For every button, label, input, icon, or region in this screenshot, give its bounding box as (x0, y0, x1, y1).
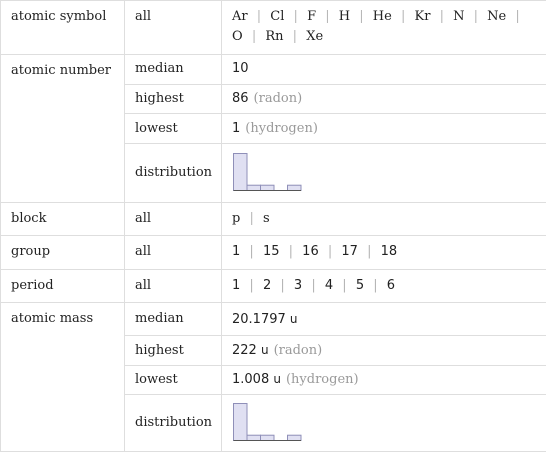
list-value: 16 (302, 244, 319, 260)
list-separator: | (400, 9, 406, 24)
list-value: Xe (306, 29, 324, 44)
lowest-note: (hydrogen) (285, 372, 359, 388)
value-cell (222, 365, 546, 394)
list-separator: | (249, 210, 254, 226)
histogram-bar (234, 404, 248, 441)
property-label: atomic number (1, 54, 125, 202)
list-separator: | (367, 244, 372, 260)
list-value: Cl (270, 9, 285, 24)
value-cell (222, 143, 546, 202)
subproperty-label: all (125, 269, 222, 302)
unit: u (260, 343, 269, 358)
histogram-bar (261, 185, 275, 190)
property-label: group (1, 236, 125, 269)
value-cell (222, 85, 546, 114)
histogram-bar (261, 435, 275, 440)
list-value: 18 (380, 244, 398, 260)
list-separator: | (342, 277, 347, 293)
list-separator: | (515, 9, 520, 24)
list-value: 6 (386, 277, 396, 293)
list-separator: | (311, 277, 316, 293)
subproperty-label: highest (125, 85, 222, 114)
list-value: p (232, 210, 241, 226)
value-cell (222, 202, 546, 235)
highest-value: 86 (232, 91, 249, 107)
list-value: 1 (232, 244, 241, 260)
median-value: 10 (232, 61, 249, 77)
unit: u (273, 372, 281, 387)
list-separator: | (288, 244, 294, 260)
property-label: atomic mass (1, 302, 125, 451)
subproperty-label: median (125, 302, 222, 335)
row-atomic-symbol (1, 1, 546, 55)
value-cell (222, 236, 546, 269)
value-cell (222, 302, 546, 335)
property-label: period (1, 269, 125, 302)
value-list (222, 1, 546, 55)
row-atomic-mass-median (1, 302, 546, 335)
row-group (1, 236, 546, 269)
subproperty-label: distribution (125, 395, 222, 452)
group-list (232, 244, 397, 259)
list-value: He (372, 9, 392, 24)
list-value: Rn (265, 29, 284, 44)
histogram-bar (247, 185, 261, 190)
property-label: atomic symbol (1, 1, 125, 55)
highest-note: (radon) (253, 91, 303, 107)
unit: u (289, 311, 298, 326)
list-separator: | (373, 277, 378, 293)
lowest-value: 1.008 (232, 372, 270, 388)
list-value: Ne (487, 9, 507, 24)
histogram-bar (247, 435, 261, 440)
row-atomic-number-median (1, 54, 546, 84)
list-value: 17 (341, 244, 358, 260)
list-separator: | (280, 277, 285, 293)
value-cell (222, 336, 546, 365)
list-separator: | (473, 9, 478, 24)
list-separator: | (292, 29, 298, 44)
subproperty-label: lowest (125, 365, 222, 394)
lowest-value: 1 (232, 120, 241, 136)
subproperty-label: median (125, 54, 222, 84)
list-separator: | (359, 9, 364, 24)
list-separator: | (249, 244, 254, 260)
value-cell (222, 114, 546, 143)
list-separator: | (327, 244, 333, 260)
row-block (1, 202, 546, 235)
median-value: 20.1797 (232, 311, 286, 327)
atomic-mass-histogram (232, 401, 312, 445)
list-value: N (453, 9, 465, 24)
list-value: 15 (262, 244, 280, 260)
list-value: 1 (232, 277, 241, 293)
value-cell (222, 54, 546, 84)
highest-value: 222 (232, 343, 257, 359)
list-value: Kr (414, 9, 431, 24)
block-list (232, 211, 270, 226)
list-separator: | (439, 9, 444, 24)
value-cell (222, 395, 546, 452)
highest-note: (radon) (273, 343, 323, 359)
list-value: F (307, 9, 317, 24)
list-value: O (232, 29, 243, 44)
subproperty-label: highest (125, 336, 222, 365)
atomic-number-histogram (232, 151, 312, 195)
list-value: 5 (355, 277, 365, 293)
subproperty-label: distribution (125, 143, 222, 202)
list-value: H (338, 9, 351, 24)
list-value: 2 (262, 277, 272, 293)
value-cell (222, 269, 546, 302)
list-value: 4 (324, 277, 334, 293)
histogram-bar (288, 185, 302, 190)
list-separator: | (325, 9, 330, 24)
histogram-bar (234, 153, 248, 190)
list-value: 3 (293, 277, 303, 293)
symbol-list (232, 9, 525, 44)
list-value: s (263, 210, 270, 226)
property-label: block (1, 202, 125, 235)
subproperty-label: all (125, 236, 222, 269)
list-separator: | (249, 277, 254, 293)
subproperty-label: all (125, 1, 222, 55)
list-separator: | (251, 29, 257, 44)
list-separator: | (293, 9, 298, 24)
list-separator: | (256, 9, 262, 24)
list-value: Ar (232, 9, 248, 24)
lowest-note: (hydrogen) (245, 120, 318, 136)
subproperty-label: lowest (125, 114, 222, 143)
period-list (232, 278, 395, 293)
histogram-bar (288, 435, 302, 440)
row-period (1, 269, 546, 302)
subproperty-label: all (125, 202, 222, 235)
